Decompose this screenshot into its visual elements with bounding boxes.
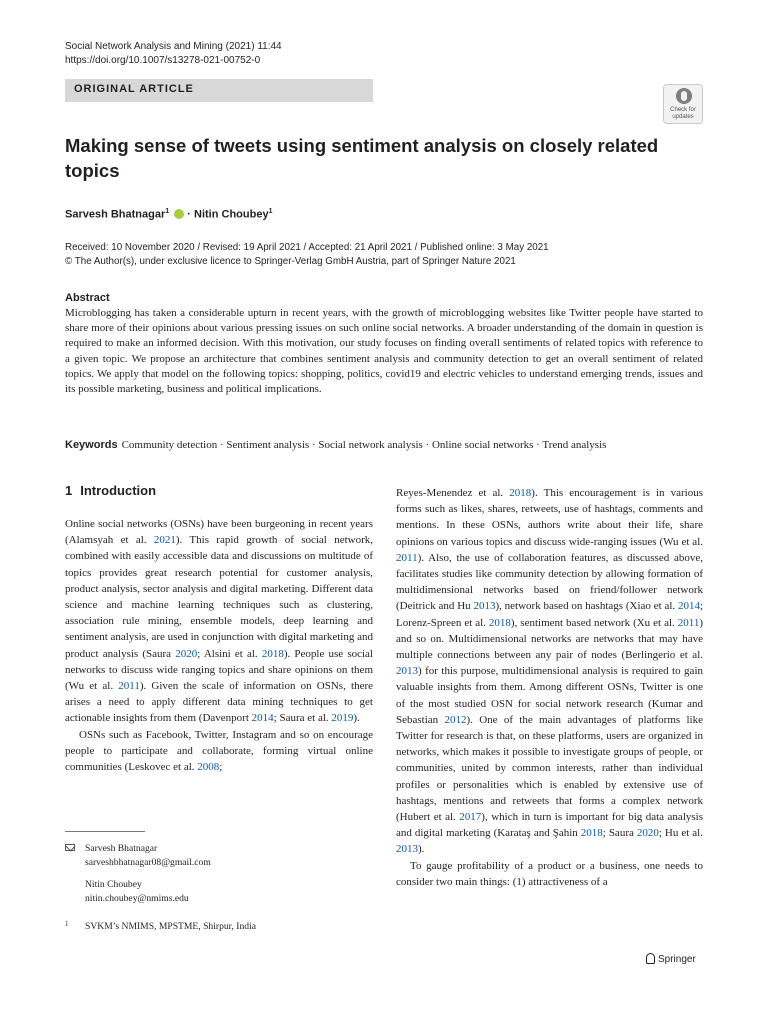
footnote-author-name: Nitin Choubey (85, 879, 142, 890)
paragraph (65, 516, 373, 727)
paragraph-text: Reyes-Menendez et al. (396, 487, 510, 499)
paragraph (65, 727, 373, 776)
author-affiliation-marker: 1 (268, 208, 273, 215)
article-type-label: ORIGINAL ARTICLE (74, 83, 194, 95)
publisher-mark (646, 953, 696, 967)
footnote-email[interactable]: sarveshbhatnagar08@gmail.com (85, 857, 211, 868)
footnotes (65, 842, 373, 934)
citation-year[interactable]: 2018 (488, 616, 511, 629)
right-text-column (396, 485, 703, 890)
paragraph: To gauge profitability of a product or a business, one needs to consider two main things: (1) attractiveness of a (396, 859, 703, 888)
footnote-author-name: Sarvesh Bhatnagar (85, 843, 158, 854)
check-for-updates-text: Check for updates (670, 107, 696, 120)
paragraph-text: ), network based on hashtags (Xiao et al. (495, 600, 678, 613)
paragraph-text: ), sentiment based network (Xu et al. (510, 616, 678, 629)
left-text-column (65, 516, 373, 775)
paragraph-text: ) and so on. Multidimensional networks are networks that may have multiple connections between any pair of nodes (Berlingerio et al. (396, 616, 703, 662)
citation-year[interactable]: 2018 (580, 827, 603, 840)
section-number: 1 (65, 483, 73, 498)
citation-year[interactable]: 2019 (331, 712, 354, 725)
citation-year[interactable]: 2011 (677, 616, 700, 629)
citation-year[interactable]: 2008 (197, 761, 220, 774)
journal-citation: Social Network Analysis and Mining (2021) 11:44 (65, 41, 282, 52)
paragraph-text: ; Lorenz-Spreen et al. (396, 600, 704, 629)
citation-year[interactable]: 2013 (396, 843, 418, 856)
paper-title: Making sense of tweets using sentiment analysis on closely related topics (65, 135, 659, 181)
paragraph-text: ). This rapid growth of social network, combined with easily accessible data and discussions on multitude of topics provides great research potential for customer analysis, product analysis, sector analysis and digital marketing. Different data science and machine learning techniques such as clustering, association rule mining, ensemble models, deep learning and sentiment analysis, are used in conjunction with digital marketing and product analysis (Saura (65, 534, 373, 660)
check-for-updates-badge[interactable] (663, 84, 703, 124)
citation-year[interactable]: 2018 (509, 487, 532, 499)
paragraph-text: ), which in turn is important for big data analysis and digital marketing (Karataş and Şahin (396, 811, 703, 840)
affiliation (65, 920, 373, 934)
section-heading (65, 483, 156, 499)
author-affiliation-marker: 1 (165, 208, 170, 215)
paragraph (396, 485, 703, 858)
paragraph-text: ). People use social networks to discuss wide ranging topics and share opinions on them (Wu et al. (65, 647, 373, 693)
paragraph-text: ). (418, 843, 425, 856)
paragraph-text: ; Saura (602, 827, 637, 840)
publication-dates: Received: 10 November 2020 / Revised: 19 April 2021 / Accepted: 21 April 2021 / Published online: 3 May 2021 (65, 242, 549, 253)
author-name: Sarvesh Bhatnagar (65, 208, 166, 221)
citation-year[interactable]: 2014 (251, 712, 274, 725)
citation-year[interactable]: 2011 (118, 680, 140, 693)
citation-year[interactable]: 2018 (261, 647, 284, 660)
citation-year[interactable]: 2020 (175, 647, 198, 660)
copyright-notice: © The Author(s), under exclusive licence to Springer-Verlag GmbH Austria, part of Springer Nature 2021 (65, 256, 516, 267)
keywords-list: Community detection · Sentiment analysis · Social network analysis · Online social networks · Trend analysis (121, 439, 607, 451)
author-separator: · (184, 208, 195, 221)
paragraph-text: OSNs such as Facebook, Twitter, Instagram and so on encourage people to participate and collaborate, forming virtual online communities (Leskovec et al. (65, 728, 373, 774)
affiliation-marker: 1 (65, 920, 69, 928)
citation-year[interactable]: 2013 (473, 600, 496, 613)
bookmark-icon (676, 88, 692, 104)
doi-link[interactable]: https://doi.org/10.1007/s13278-021-00752-0 (65, 55, 261, 66)
paragraph-text: ; Hu et al. (658, 827, 703, 840)
keywords-line (65, 438, 606, 453)
citation-year[interactable]: 2013 (396, 665, 418, 678)
citation-year[interactable]: 2017 (459, 811, 482, 824)
author-name: Nitin Choubey (194, 208, 269, 221)
correspondence-author (65, 842, 373, 856)
author-line (65, 205, 272, 222)
paragraph-text: ) for this purpose, multidimensional analysis is required to gain valuable insights from them. Among different OSNs, Twitter is one of the most studied OSN for social network research (Kumar and Sebastian (396, 665, 703, 726)
abstract-heading: Abstract (65, 292, 110, 304)
abstract-text: Microblogging has taken a considerable upturn in recent years, with the growth of microblogging websites like Twitter people have started to share more of their opinions about various pressing issues on such online social networks. A broader understanding of the domain in question is required to make an informed decision. With this motivation, our study focuses on finding overall sentiments of related topics with reference to a given topic. We propose an architecture that combines sentiment analysis and community detection to get an overall sentiment of related topics. We apply that model on the following topics: shopping, politics, covid19 and electric vehicles to understand emerging trends, issues and its possible marketing, business and political implications. (65, 307, 703, 396)
publisher-name: Springer (658, 954, 696, 965)
paragraph-text: ). Also, the use of collaboration features, as discussed above, facilitates studies like community detection by allowing formation of multidimensional networks based on friend/follower network (Deitrick and Hu (396, 551, 703, 613)
springer-horse-icon (646, 953, 655, 964)
keywords-label: Keywords (65, 439, 118, 451)
article-type-band (65, 79, 373, 102)
citation-year[interactable]: 2012 (444, 713, 467, 726)
paragraph-text: ; Alsini et al. (197, 647, 262, 660)
paragraph-text: ). This encouragement is in various forms such as likes, shares, retweets, use of hashtags, comments and mentions. In these OSNs, authors write about their life, share opinions on various topics and discuss wide-ranging issues (Wu et al. (396, 487, 704, 548)
citation-year[interactable]: 2021 (153, 534, 176, 547)
envelope-icon (65, 844, 75, 851)
paragraph-text: Online social networks (OSNs) have been burgeoning in recent years (Alamsyah et al. (65, 518, 373, 547)
paragraph-text: ). (353, 712, 360, 725)
citation-year[interactable]: 2020 (636, 827, 659, 840)
citation-year[interactable]: 2014 (677, 600, 700, 613)
citation-year[interactable]: 2011 (396, 551, 418, 564)
paragraph-text: ; Saura et al. (273, 712, 332, 725)
affiliation-text: SVKM’s NMIMS, MPSTME, Shirpur, India (85, 921, 256, 932)
section-title: Introduction (80, 483, 157, 498)
footnote-email[interactable]: nitin.choubey@nmims.edu (85, 893, 189, 904)
footnote-divider (65, 831, 145, 832)
paragraph-text: ). One of the main advantages of platforms like Twitter for research is that, on these platforms, users are organized in networks, which makes it possible to investigate groups of people, or communities, united by common interests, rather than individual profiles or personalities which is enabled by extensive use of hashtags, mentions and retweets that forms a complex network (Hubert et al. (396, 713, 703, 824)
paragraph-text: ; (219, 761, 223, 774)
paragraph-text: ). Given the scale of information on OSNs, there arises a need to apply different data mining techniques to get actionable insights from them (Davenport (65, 680, 373, 725)
orcid-icon[interactable] (174, 209, 184, 219)
